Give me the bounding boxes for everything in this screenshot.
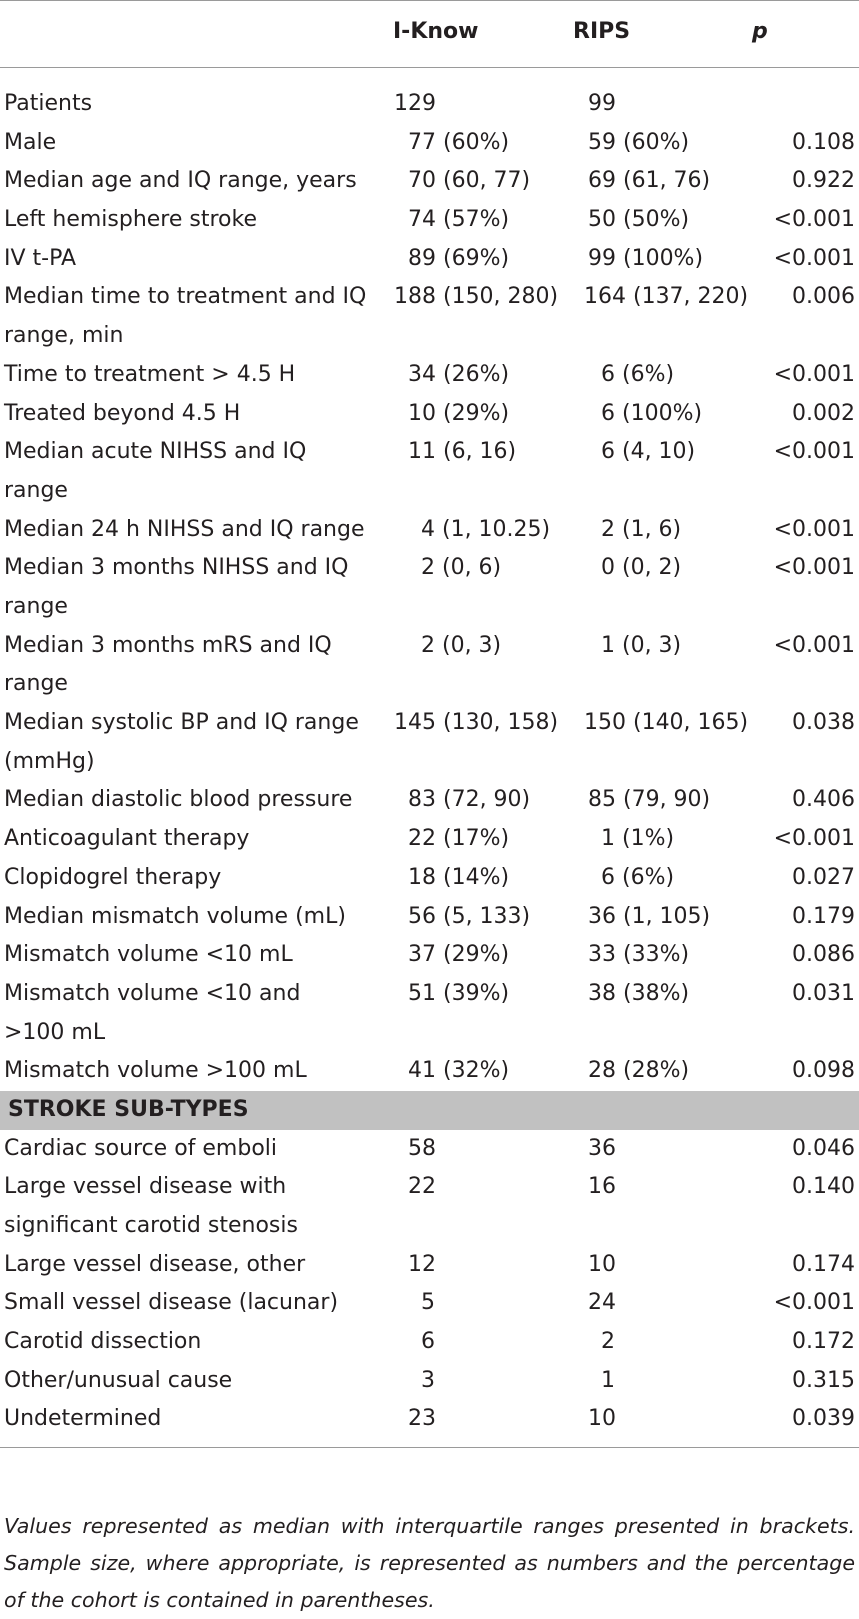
iknow-value: 22 (408, 1174, 436, 1200)
row-label-line: Median time to treatment and IQ (4, 284, 367, 310)
header-rips: RIPS (573, 19, 631, 44)
bottom-rule (0, 1447, 859, 1448)
row-label-line: Treated beyond 4.5 H (4, 400, 241, 426)
row-label-line: Median diastolic blood pressure (4, 787, 353, 813)
iknow-value: 145 (130, 158) (394, 710, 559, 736)
table-row (0, 1362, 859, 1401)
iknow-value: 12 (408, 1251, 436, 1277)
table-row (0, 1130, 859, 1169)
table-row (0, 395, 859, 434)
iknow-value: 18 (14%) (408, 864, 510, 890)
iknow-value: 10 (29%) (408, 400, 510, 426)
row-label (4, 85, 388, 124)
iknow-value: 58 (408, 1135, 436, 1161)
row-label-line: range (4, 477, 68, 503)
row-label (4, 433, 388, 510)
table-row (0, 85, 859, 124)
table-row (0, 627, 859, 704)
table-row (0, 820, 859, 859)
row-label-line: range (4, 671, 68, 697)
row-label-line: Carotid dissection (4, 1329, 202, 1355)
row-label (4, 1400, 388, 1439)
p-value: 0.046 (792, 1135, 855, 1161)
row-label (4, 395, 388, 434)
row-label-line: Median 24 h NIHSS and IQ range (4, 516, 365, 542)
p-value: <0.001 (773, 361, 855, 387)
header-iknow: I-Know (393, 19, 479, 44)
table-row (0, 162, 859, 201)
rips-value: 99 (588, 91, 616, 116)
iknow-value: 41 (32%) (408, 1058, 510, 1084)
row-label-line: Median mismatch volume (mL) (4, 903, 346, 929)
row-label-line: Patients (4, 91, 93, 116)
p-value: 0.086 (792, 942, 855, 968)
table-row (0, 898, 859, 937)
iknow-value: 22 (17%) (408, 826, 510, 852)
iknow-value: 188 (150, 280) (394, 284, 559, 310)
table-row (0, 1246, 859, 1285)
row-label-line: Large vessel disease with (4, 1174, 287, 1200)
p-value: 0.006 (792, 284, 855, 310)
table-row (0, 975, 859, 1052)
row-label (4, 781, 388, 820)
table-row (0, 1323, 859, 1362)
rips-value: 16 (588, 1174, 616, 1200)
rips-value: 6 (100%) (601, 400, 703, 426)
rips-value: 69 (61, 76) (588, 168, 711, 194)
iknow-value: 77 (60%) (408, 129, 510, 155)
iknow-value: 3 (421, 1367, 435, 1393)
row-label (4, 859, 388, 898)
row-label-line: Mismatch volume <10 and (4, 980, 301, 1006)
table-row (0, 704, 859, 781)
table-row (0, 1168, 859, 1245)
p-value: 0.038 (792, 710, 855, 736)
rips-value: 99 (100%) (588, 245, 704, 271)
p-value: 0.922 (792, 168, 855, 194)
table-row (0, 1052, 859, 1091)
p-value: 0.179 (792, 903, 855, 929)
header-p: p (752, 19, 768, 44)
row-label (4, 1362, 388, 1401)
p-value: <0.001 (773, 439, 855, 465)
table-row (0, 124, 859, 163)
rips-value: 2 (601, 1329, 615, 1355)
p-value: <0.001 (773, 1290, 855, 1316)
table-footnote: Values represented as median with interquartile ranges presented in brackets. Sample size, where appropriate, is represented as numbers and the percentage of the cohort is contained in parentheses. (4, 1514, 855, 1612)
iknow-value: 56 (5, 133) (408, 903, 531, 929)
iknow-value: 51 (39%) (408, 980, 510, 1006)
iknow-value: 2 (0, 6) (421, 555, 502, 581)
p-value: 0.098 (792, 1058, 855, 1084)
row-label (4, 162, 388, 201)
row-label-line: significant carotid stenosis (4, 1213, 298, 1239)
p-value: 0.406 (792, 787, 855, 813)
p-value: 0.031 (792, 980, 855, 1006)
row-label-line: Median 3 months NIHSS and IQ (4, 555, 349, 581)
rips-value: 85 (79, 90) (588, 787, 711, 813)
rips-value: 10 (588, 1406, 616, 1432)
table-row (0, 1284, 859, 1323)
header-rule (0, 67, 859, 68)
rips-value: 28 (28%) (588, 1058, 690, 1084)
rips-value: 150 (140, 165) (584, 710, 749, 736)
row-label-line: Median age and IQ range, years (4, 168, 357, 194)
row-label (4, 240, 388, 279)
row-label (4, 1323, 388, 1362)
row-label (4, 975, 388, 1052)
row-label-line: Other/unusual cause (4, 1367, 233, 1393)
row-label (4, 898, 388, 937)
row-label (4, 278, 388, 355)
row-label-line: Anticoagulant therapy (4, 826, 250, 852)
iknow-value: 37 (29%) (408, 942, 510, 968)
row-label-line: Mismatch volume >100 mL (4, 1058, 307, 1084)
p-value: 0.140 (792, 1174, 855, 1200)
rips-value: 59 (60%) (588, 129, 690, 155)
rips-value: 1 (1%) (601, 826, 675, 852)
iknow-value: 89 (69%) (408, 245, 510, 271)
p-value: <0.001 (773, 555, 855, 581)
iknow-value: 83 (72, 90) (408, 787, 531, 813)
rips-value: 33 (33%) (588, 942, 690, 968)
row-label (4, 936, 388, 975)
p-value: <0.001 (773, 207, 855, 233)
row-label-line: Clopidogrel therapy (4, 864, 222, 890)
row-label-line: (mmHg) (4, 748, 95, 774)
row-label (4, 356, 388, 395)
p-value: <0.001 (773, 245, 855, 271)
table-row (0, 511, 859, 550)
table-header (0, 0, 859, 68)
iknow-value: 6 (421, 1329, 435, 1355)
p-value: 0.315 (792, 1367, 855, 1393)
row-label (4, 1168, 388, 1245)
table-body (0, 85, 859, 1439)
row-label (4, 1246, 388, 1285)
row-label (4, 124, 388, 163)
rips-value: 38 (38%) (588, 980, 690, 1006)
table-row (0, 356, 859, 395)
p-value: <0.001 (773, 826, 855, 852)
table-row (0, 781, 859, 820)
p-value: <0.001 (773, 632, 855, 658)
p-value: 0.108 (792, 129, 855, 155)
rips-value: 0 (0, 2) (601, 555, 682, 581)
iknow-value: 34 (26%) (408, 361, 510, 387)
p-value: 0.174 (792, 1251, 855, 1277)
row-label-line: range, min (4, 323, 124, 349)
rips-value: 1 (0, 3) (601, 632, 682, 658)
table-row (0, 859, 859, 898)
row-label-line: Time to treatment > 4.5 H (4, 361, 296, 387)
rips-value: 1 (601, 1367, 615, 1393)
table-row (0, 433, 859, 510)
row-label (4, 549, 388, 626)
p-value: <0.001 (773, 516, 855, 542)
row-label-line: >100 mL (4, 1019, 106, 1045)
iknow-value: 4 (1, 10.25) (421, 516, 551, 542)
iknow-value: 70 (60, 77) (408, 168, 531, 194)
row-label (4, 820, 388, 859)
row-label-line: Median 3 months mRS and IQ (4, 632, 332, 658)
rips-value: 6 (4, 10) (601, 439, 696, 465)
table-row (0, 936, 859, 975)
rips-value: 36 (588, 1135, 616, 1161)
iknow-value: 2 (0, 3) (421, 632, 502, 658)
row-label (4, 201, 388, 240)
rips-value: 164 (137, 220) (584, 284, 749, 310)
row-label-line: range (4, 593, 68, 619)
row-label-line: Small vessel disease (lacunar) (4, 1290, 339, 1316)
p-value: 0.172 (792, 1329, 855, 1355)
row-label (4, 1284, 388, 1323)
row-label-line: Large vessel disease, other (4, 1251, 306, 1277)
rips-value: 24 (588, 1290, 616, 1316)
section-header-stroke-subtypes: STROKE SUB-TYPES (0, 1091, 859, 1130)
row-label-line: Median acute NIHSS and IQ (4, 439, 307, 465)
table-row (0, 549, 859, 626)
p-value: 0.027 (792, 864, 855, 890)
rips-value: 10 (588, 1251, 616, 1277)
row-label-line: Undetermined (4, 1406, 162, 1432)
table-row (0, 278, 859, 355)
table-row (0, 201, 859, 240)
iknow-value: 23 (408, 1406, 436, 1432)
row-label-line: Male (4, 129, 57, 155)
row-label-line: Left hemisphere stroke (4, 207, 257, 233)
row-label-line: IV t-PA (4, 245, 77, 271)
row-label (4, 511, 388, 550)
row-label (4, 627, 388, 704)
iknow-value: 11 (6, 16) (408, 439, 517, 465)
row-label-line: Mismatch volume <10 mL (4, 942, 293, 968)
p-value: 0.002 (792, 400, 855, 426)
iknow-value: 129 (394, 91, 436, 116)
rips-value: 2 (1, 6) (601, 516, 682, 542)
rips-value: 6 (6%) (601, 864, 675, 890)
row-label (4, 1052, 388, 1091)
iknow-value: 5 (421, 1290, 435, 1316)
row-label (4, 704, 388, 781)
table-row (0, 240, 859, 279)
table-row (0, 1400, 859, 1439)
row-label-line: Median systolic BP and IQ range (4, 710, 359, 736)
rips-value: 36 (1, 105) (588, 903, 711, 929)
row-label-line: Cardiac source of emboli (4, 1135, 278, 1161)
p-value: 0.039 (792, 1406, 855, 1432)
rips-value: 6 (6%) (601, 361, 675, 387)
rips-value: 50 (50%) (588, 207, 690, 233)
row-label (4, 1130, 388, 1169)
iknow-value: 74 (57%) (408, 207, 510, 233)
